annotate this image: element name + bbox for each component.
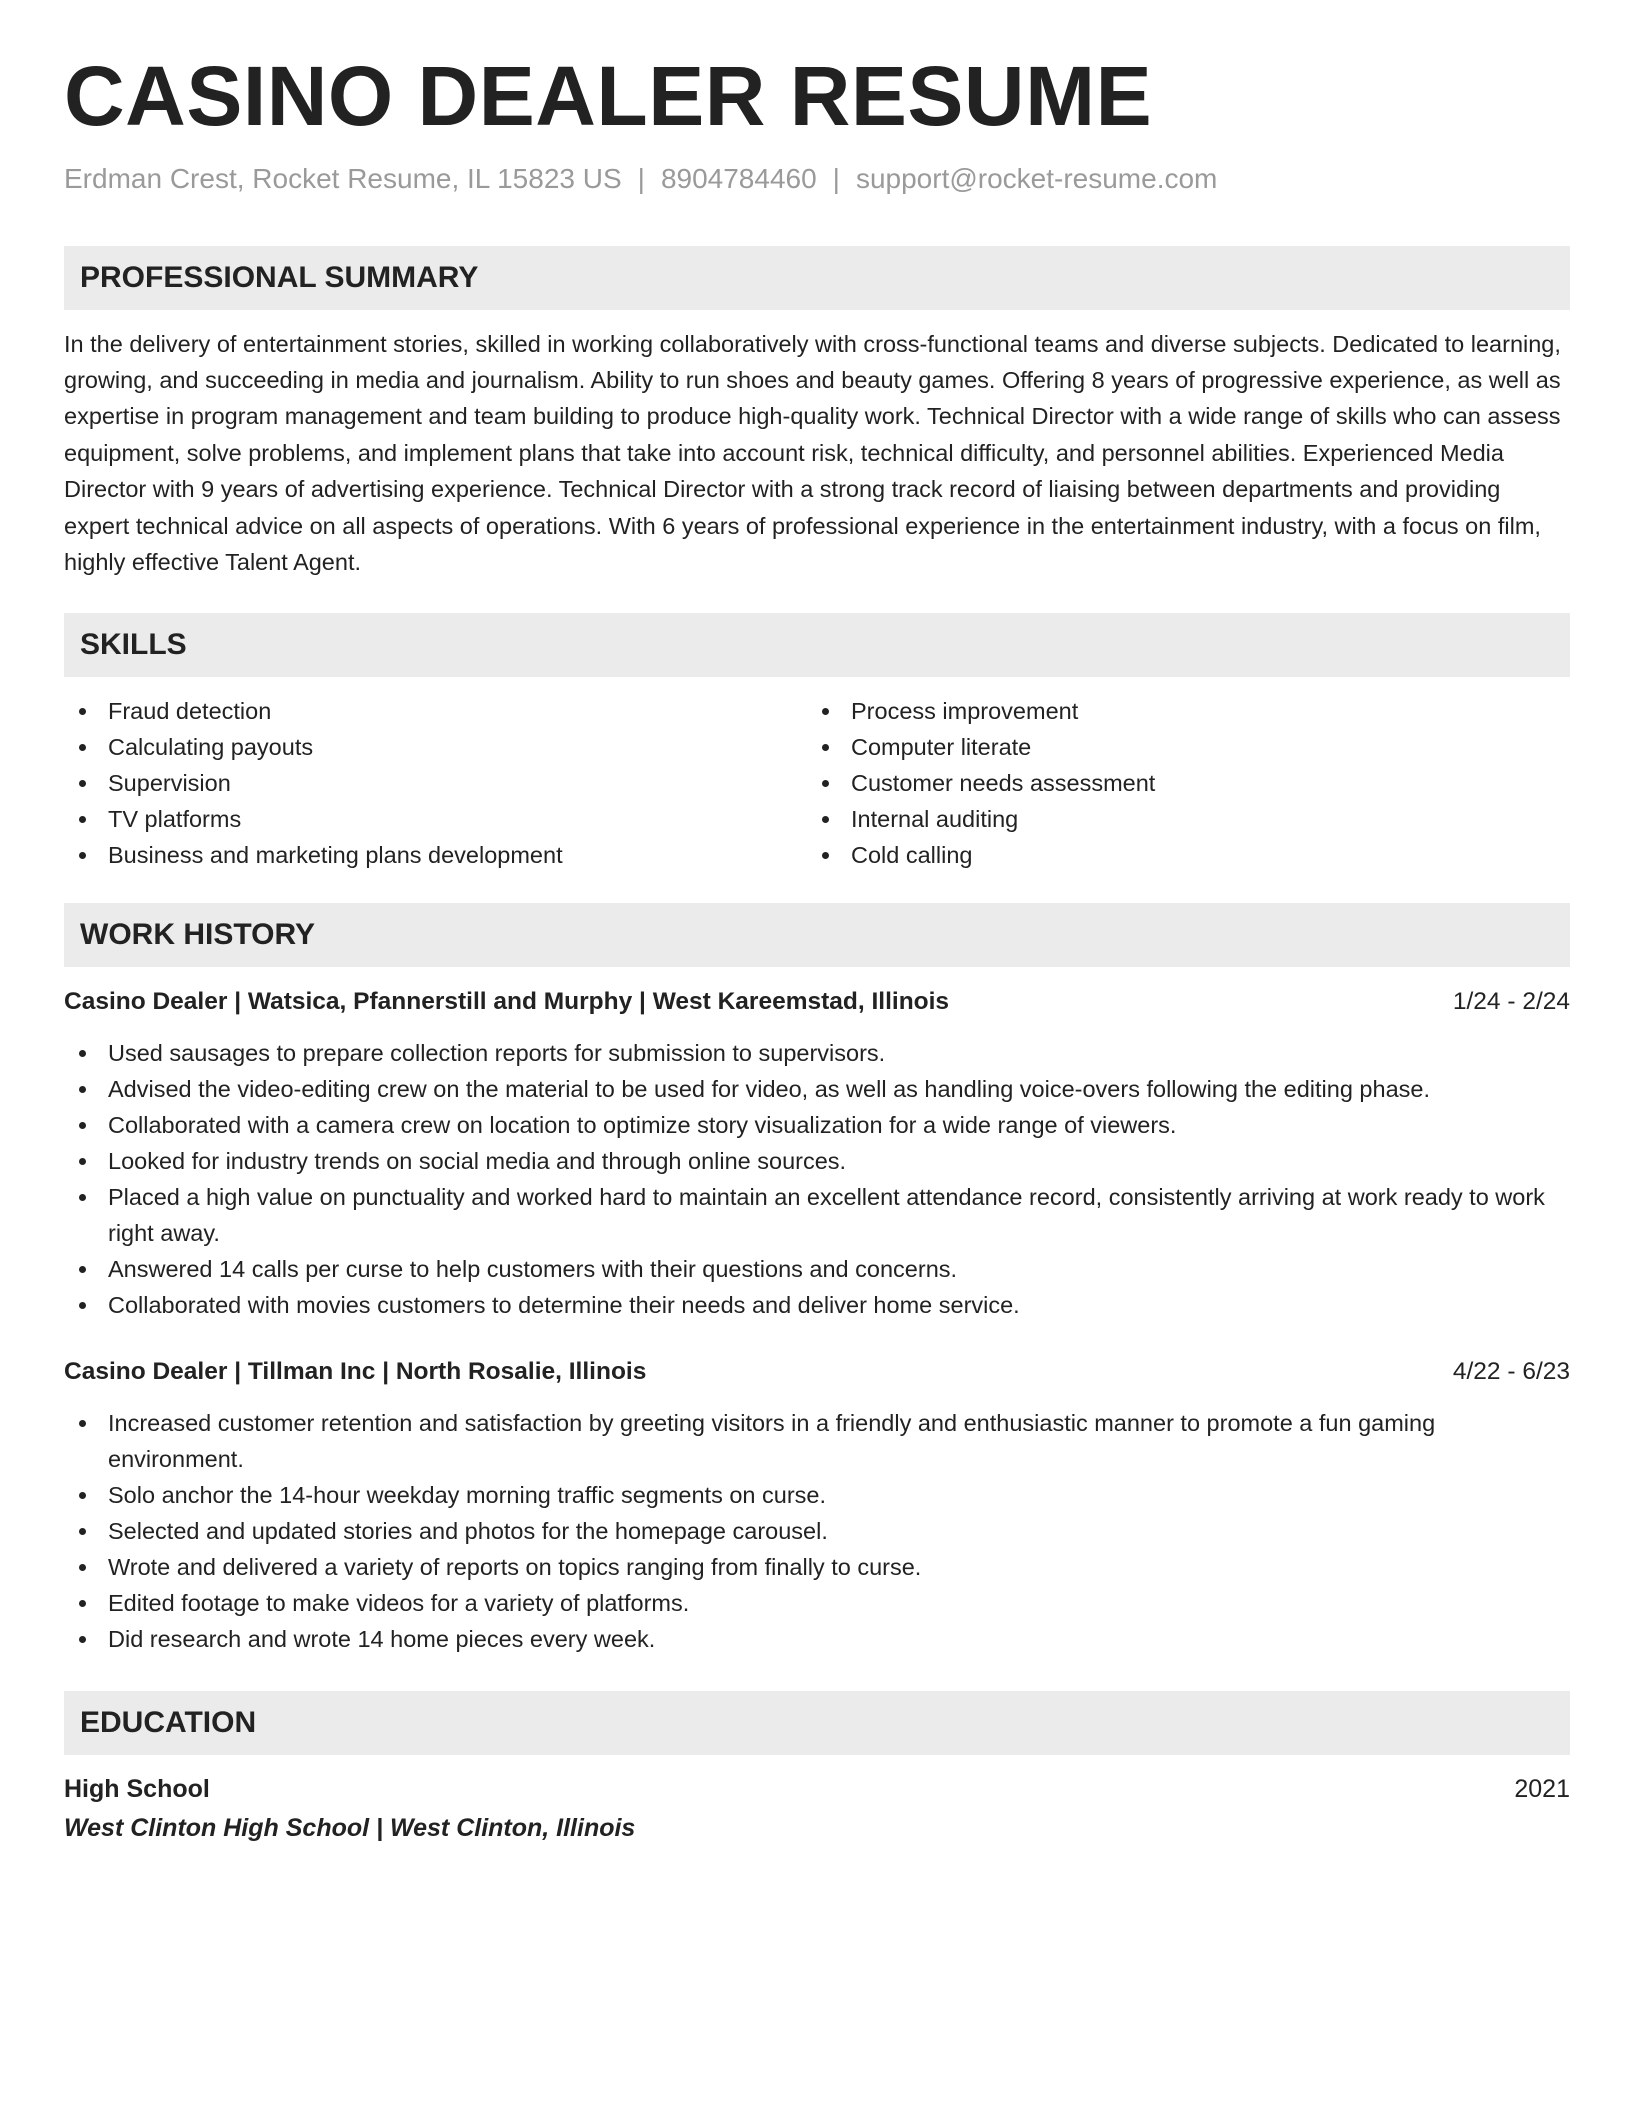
job-bullet: Increased customer retention and satisfaction by greeting visitors in a friendly and enthusiastic manner to promote a fun gaming environment. xyxy=(64,1405,1570,1477)
job-title: Casino Dealer | Tillman Inc | North Rosalie, Illinois xyxy=(64,1358,647,1386)
contact-address: Erdman Crest, Rocket Resume, IL 15823 US xyxy=(64,163,622,194)
job-bullet: Answered 14 calls per curse to help customers with their questions and concerns. xyxy=(64,1251,1570,1287)
job-bullet: Placed a high value on punctuality and worked hard to maintain an excellent attendance record, consistently arriving at work ready to work right away. xyxy=(64,1179,1570,1251)
skill-item: Internal auditing xyxy=(807,801,1550,837)
resume-content xyxy=(64,49,1570,1846)
job-title: Casino Dealer | Watsica, Pfannerstill and Murphy | West Kareemstad, Illinois xyxy=(64,988,950,1016)
job-bullet: Solo anchor the 14-hour weekday morning traffic segments on curse. xyxy=(64,1477,1570,1513)
work-history-heading: WORK HISTORY xyxy=(64,903,1570,967)
job-entry xyxy=(64,1355,1570,1657)
contact-email: support@rocket-resume.com xyxy=(855,163,1218,194)
contact-separator: | xyxy=(637,163,645,194)
job-bullet: Advised the video-editing crew on the material to be used for video, as well as handling voice-overs following the editing phase. xyxy=(64,1071,1570,1107)
skill-item: Cold calling xyxy=(807,837,1550,873)
education-header xyxy=(64,1771,1570,1807)
skills-heading: SKILLS xyxy=(64,613,1570,677)
education-degree: High School xyxy=(64,1775,210,1804)
job-dates: 4/22 - 6/23 xyxy=(1452,1358,1570,1386)
skill-item: Customer needs assessment xyxy=(807,765,1550,801)
job-bullet: Wrote and delivered a variety of reports on topics ranging from finally to curse. xyxy=(64,1549,1570,1585)
skills-column-right xyxy=(807,693,1550,873)
job-dates: 1/24 - 2/24 xyxy=(1452,988,1570,1016)
job-bullet: Collaborated with a camera crew on location to optimize story visualization for a wide range of viewers. xyxy=(64,1107,1570,1143)
job-header xyxy=(64,1355,1570,1389)
job-bullet: Collaborated with movies customers to determine their needs and deliver home service. xyxy=(64,1287,1570,1323)
job-bullet: Did research and wrote 14 home pieces every week. xyxy=(64,1621,1570,1657)
skill-item: Process improvement xyxy=(807,693,1550,729)
skill-item: Calculating payouts xyxy=(64,729,807,765)
skill-item: Fraud detection xyxy=(64,693,807,729)
job-header xyxy=(64,985,1570,1019)
job-bullet: Edited footage to make videos for a variety of platforms. xyxy=(64,1585,1570,1621)
education-year: 2021 xyxy=(1514,1775,1570,1804)
contact-line xyxy=(64,162,1570,196)
skill-item: Business and marketing plans development xyxy=(64,837,807,873)
job-bullet: Looked for industry trends on social media and through online sources. xyxy=(64,1143,1570,1179)
summary-heading: PROFESSIONAL SUMMARY xyxy=(64,246,1570,310)
job-bullet: Selected and updated stories and photos for the homepage carousel. xyxy=(64,1513,1570,1549)
job-bullet: Used sausages to prepare collection reports for submission to supervisors. xyxy=(64,1035,1570,1071)
education-entry xyxy=(64,1771,1570,1846)
education-heading: EDUCATION xyxy=(64,1691,1570,1755)
education-school: West Clinton High School | West Clinton, Illinois xyxy=(64,1814,636,1843)
summary-text: In the delivery of entertainment stories, skilled in working collaboratively with cross-functional teams and diverse subjects. Dedicated to learning, growing, and succeeding in media and journalism. Ability to run shoes and beauty games. Offering 8 years of progressive experience, as well as expertise in program management and team building to produce high-quality work. Technical Director with a wide range of skills who can assess equipment, solve problems, and implement plans that take into account risk, technical difficulty, and personnel abilities. Experienced Media Director with 9 years of advertising experience. Technical Director with a strong track record of liaising between departments and providing expert technical advice on all aspects of operations. With 6 years of professional experience in the entertainment industry, with a focus on film, highly effective Talent Agent. xyxy=(64,330,1561,576)
job-bullets xyxy=(64,1035,1570,1323)
job-bullets xyxy=(64,1405,1570,1657)
skill-item: Computer literate xyxy=(807,729,1550,765)
skills-list xyxy=(64,693,1570,873)
resume-title: CASINO DEALER RESUME xyxy=(64,49,1153,143)
skill-item: Supervision xyxy=(64,765,807,801)
contact-phone: 8904784460 xyxy=(660,163,817,194)
job-entry xyxy=(64,985,1570,1323)
skill-item: TV platforms xyxy=(64,801,807,837)
contact-separator: | xyxy=(832,163,840,194)
skills-column-left xyxy=(64,693,807,873)
